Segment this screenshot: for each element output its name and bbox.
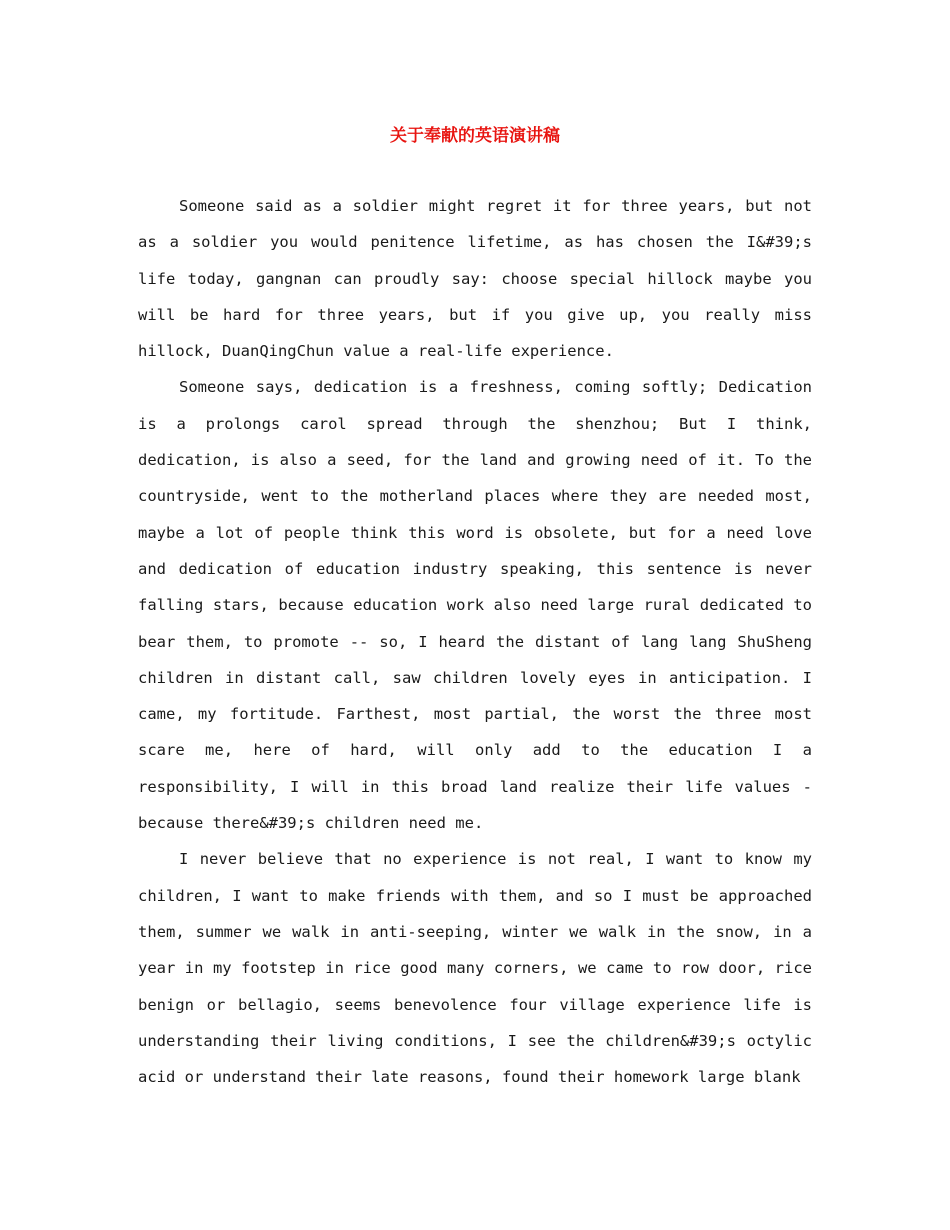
document-title: 关于奉献的英语演讲稿 (390, 126, 560, 146)
paragraph: I never believe that no experience is not real, I want to know my children, I want to make friends with them, and so I must be approached them, summer we walk in anti-seeping, winter we walk in the snow, in a year in my footstep in rice good many corners, we came to row door, rice benign or bellagio, seems benevolence four village experience life is understanding their living conditions, I see the children&#39;s octylic acid or understand their late reasons, found their homework large blank (138, 850, 812, 1087)
paragraph: Someone said as a soldier might regret it for three years, but not as a soldier you would penitence lifetime, as has chosen the I&#39;s life today, gangnan can proudly say: choose special hillock maybe you will be hard for three years, but if you give up, you really miss hillock, DuanQingChun value a real-life experience. (138, 197, 812, 361)
paragraph: Someone says, dedication is a freshness, coming softly; Dedication is a prolongs carol spread through the shenzhou; But I think, dedication, is also a seed, for the land and growing need of it. To the countryside, went to the motherland places where they are needed most, maybe a lot of people think this word is obsolete, but for a need love and dedication of education industry speaking, this sentence is never falling stars, because education work also need large rural dedicated to bear them, to promote -- so, I heard the distant of lang lang ShuSheng children in distant call, saw children lovely eyes in anticipation. I came, my fortitude. Farthest, most partial, the worst the three most scare me, here of hard, will only add to the education I a responsibility, I will in this broad land realize their life values - because there&#39;s children need me. (138, 378, 812, 833)
document-body (138, 188, 812, 1095)
